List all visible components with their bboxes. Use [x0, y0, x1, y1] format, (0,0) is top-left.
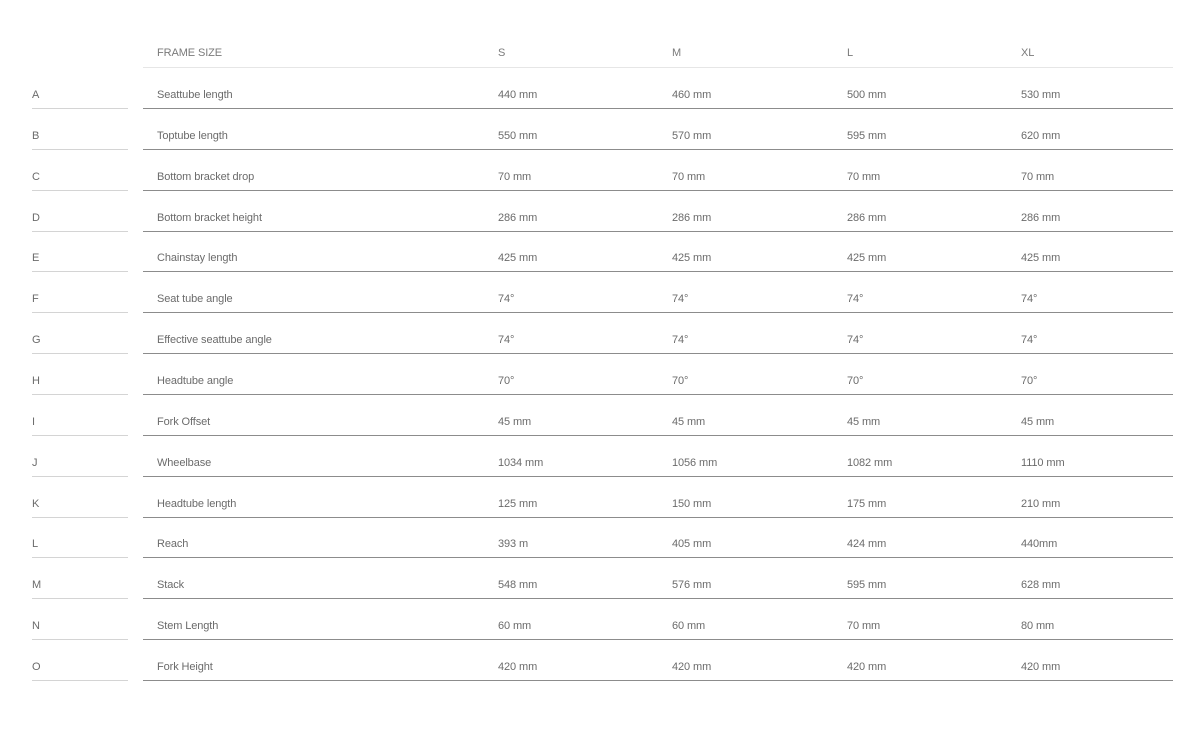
table-row: [0, 191, 1200, 232]
row-label: Stack: [157, 579, 185, 592]
value-s: 70°: [498, 374, 515, 387]
row-label: Reach: [157, 538, 189, 551]
table-row: [0, 313, 1200, 354]
row-label: Seattube length: [157, 89, 233, 101]
table-row: [0, 272, 1200, 313]
value-xl: 530 mm: [1021, 89, 1061, 101]
size-l-header: L: [847, 47, 854, 59]
value-l: 74°: [847, 293, 864, 306]
value-s: 45 mm: [498, 415, 532, 428]
value-xl: 628 mm: [1021, 579, 1061, 592]
value-m: 1056 mm: [672, 456, 718, 469]
table-row: [0, 395, 1200, 436]
value-m: 420 mm: [672, 660, 712, 673]
value-xl: 440mm: [1021, 538, 1058, 551]
row-letter: B: [32, 129, 40, 142]
value-s: 60 mm: [498, 620, 532, 633]
value-l: 175 mm: [847, 497, 887, 510]
size-m-header: M: [672, 47, 682, 59]
value-m: 570 mm: [672, 129, 712, 142]
value-s: 425 mm: [498, 252, 538, 265]
row-label: Bottom bracket height: [157, 211, 262, 224]
row-letter: J: [32, 456, 38, 469]
row-letter: M: [32, 579, 42, 592]
table-row: [0, 231, 1200, 272]
value-s: 125 mm: [498, 497, 538, 510]
row-letter: L: [32, 538, 39, 551]
table-row: [0, 436, 1200, 477]
row-letter: E: [32, 252, 40, 265]
value-s: 550 mm: [498, 129, 538, 142]
row-letter: O: [32, 660, 41, 673]
row-label: Headtube length: [157, 497, 237, 510]
value-l: 70 mm: [847, 170, 881, 183]
row-label: Toptube length: [157, 129, 228, 142]
value-l: 595 mm: [847, 579, 887, 592]
row-letter: D: [32, 211, 40, 224]
value-m: 74°: [672, 293, 689, 306]
table-row: [0, 477, 1200, 518]
row-label: Stem Length: [157, 620, 219, 633]
value-xl: 45 mm: [1021, 415, 1055, 428]
value-l: 70°: [847, 374, 864, 387]
value-l: 595 mm: [847, 129, 887, 142]
table-row: [0, 150, 1200, 191]
value-m: 405 mm: [672, 538, 712, 551]
size-xl-header: XL: [1021, 47, 1035, 59]
size-s-header: S: [498, 47, 506, 59]
value-xl: 70°: [1021, 374, 1038, 387]
value-xl: 70 mm: [1021, 170, 1055, 183]
value-m: 576 mm: [672, 579, 712, 592]
value-m: 425 mm: [672, 252, 712, 265]
value-xl: 74°: [1021, 334, 1038, 347]
table-row: [0, 517, 1200, 558]
value-s: 548 mm: [498, 579, 538, 592]
table-row: [0, 68, 1200, 109]
row-letter: C: [32, 170, 40, 183]
table-header: [0, 0, 1200, 68]
row-divider: [143, 680, 1173, 681]
row-letter: I: [32, 415, 35, 428]
value-m: 70 mm: [672, 170, 706, 183]
row-letter: F: [32, 293, 39, 306]
value-s: 286 mm: [498, 211, 538, 224]
value-xl: 286 mm: [1021, 211, 1061, 224]
value-xl: 210 mm: [1021, 497, 1061, 510]
value-s: 1034 mm: [498, 456, 544, 469]
value-s: 420 mm: [498, 660, 538, 673]
row-label: Fork Height: [157, 660, 213, 673]
value-l: 425 mm: [847, 252, 887, 265]
value-xl: 74°: [1021, 293, 1038, 306]
row-letter: H: [32, 374, 40, 387]
row-label: Effective seattube angle: [157, 334, 272, 347]
table-row: [0, 558, 1200, 599]
table-row: [0, 354, 1200, 395]
row-letter: K: [32, 497, 40, 510]
value-l: 74°: [847, 334, 864, 347]
value-xl: 420 mm: [1021, 660, 1061, 673]
row-label: Bottom bracket drop: [157, 170, 255, 183]
table-row: [0, 599, 1200, 640]
value-s: 440 mm: [498, 89, 538, 101]
value-l: 500 mm: [847, 89, 887, 101]
frame-size-header: FRAME SIZE: [157, 47, 223, 59]
row-letter: N: [32, 620, 40, 633]
row-label: Wheelbase: [157, 456, 212, 469]
value-xl: 1110 mm: [1021, 456, 1065, 469]
row-letter: G: [32, 334, 41, 347]
row-label: Fork Offset: [157, 415, 211, 428]
value-m: 74°: [672, 334, 689, 347]
row-label: Headtube angle: [157, 374, 234, 387]
value-s: 74°: [498, 334, 515, 347]
value-xl: 425 mm: [1021, 252, 1061, 265]
value-s: 74°: [498, 293, 515, 306]
table-row: [0, 640, 1200, 681]
value-m: 460 mm: [672, 89, 712, 101]
value-m: 150 mm: [672, 497, 712, 510]
value-l: 286 mm: [847, 211, 887, 224]
table-row: [0, 109, 1200, 150]
letter-divider: [32, 680, 128, 681]
value-s: 70 mm: [498, 170, 532, 183]
value-xl: 80 mm: [1021, 620, 1055, 633]
row-label: Seat tube angle: [157, 293, 233, 306]
value-l: 45 mm: [847, 415, 881, 428]
value-l: 420 mm: [847, 660, 887, 673]
value-xl: 620 mm: [1021, 129, 1061, 142]
value-l: 1082 mm: [847, 456, 893, 469]
value-l: 70 mm: [847, 620, 881, 633]
row-letter: A: [32, 89, 40, 101]
value-m: 70°: [672, 374, 689, 387]
row-label: Chainstay length: [157, 252, 238, 265]
value-m: 60 mm: [672, 620, 706, 633]
value-l: 424 mm: [847, 538, 887, 551]
value-m: 45 mm: [672, 415, 706, 428]
value-m: 286 mm: [672, 211, 712, 224]
value-s: 393 m: [498, 538, 529, 551]
